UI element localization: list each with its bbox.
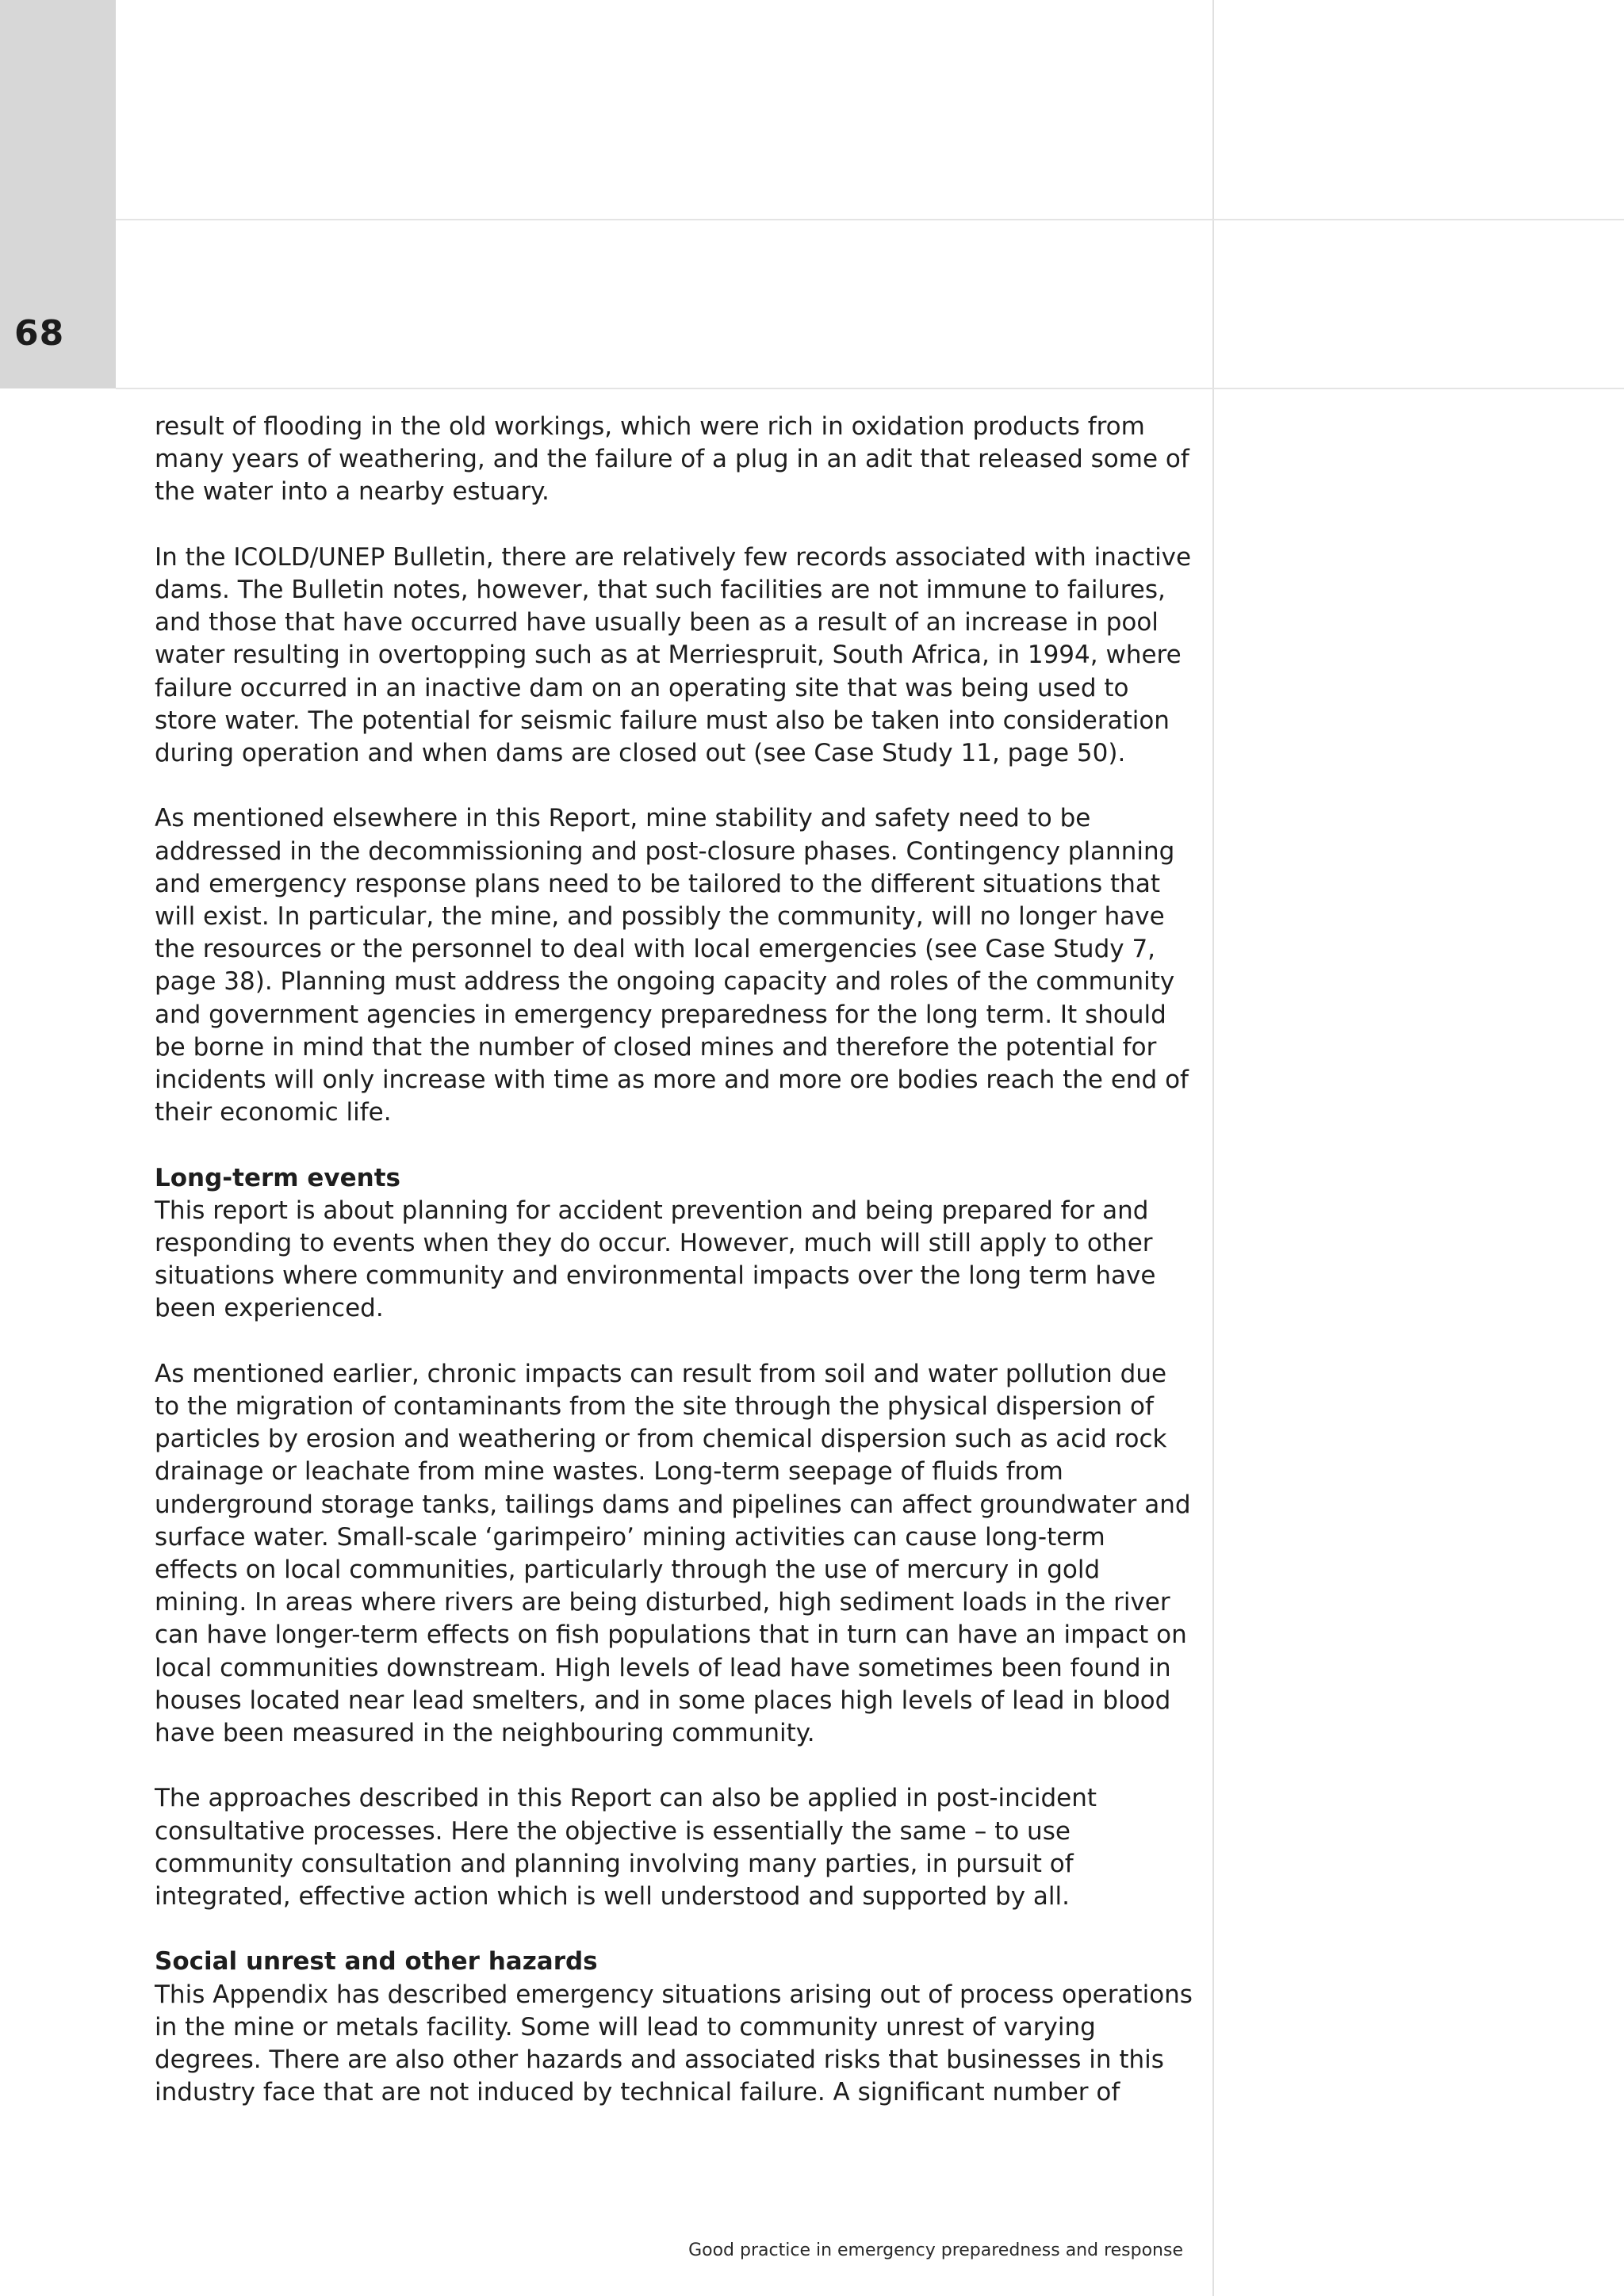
column-divider xyxy=(1212,0,1214,2296)
header-rule-bottom xyxy=(116,388,1624,389)
page-number-tab xyxy=(0,0,116,388)
header-rule-top xyxy=(116,219,1624,220)
page-number: 68 xyxy=(14,313,65,354)
section-heading: Long-term events xyxy=(155,1163,400,1192)
paragraph: result of flooding in the old workings, which were rich in oxidation products from many years of weathering, and the failure of a plug in an adit that released some of the water into a nearby estuary. xyxy=(155,412,1189,507)
body-text xyxy=(155,411,1193,2142)
paragraph: This report is about planning for accident prevention and being prepared for and responding to events when they do occur. However, much will still apply to other situations where community and environmental impacts over the long term have been experienced. xyxy=(155,1196,1156,1323)
section-social-unrest xyxy=(155,1946,1193,2109)
section-long-term-events xyxy=(155,1162,1193,1914)
paragraph: The approaches described in this Report can also be applied in post-incident consultative processes. Here the objective is essentially the same – to use community consultation and planning involving many parties, in pursuit of integrated, effective action which is well understood and supported by all. xyxy=(155,1784,1097,1911)
paragraph: As mentioned elsewhere in this Report, mine stability and safety need to be addressed in the decommissioning and post-closure phases. Contingency planning and emergency response plans need to be tailored to the different situations that will exist. In particular, the mine, and possibly the community, will no longer have the resources or the personnel to deal with local emergencies (see Case Study 7, page 38). Planning must address the ongoing capacity and roles of the community and government agencies in emergency preparedness for the long term. It should be borne in mind that the number of closed mines and therefore the potential for incidents will only increase with time as more and more ore bodies reach the end of their economic life. xyxy=(155,804,1189,1127)
section-heading: Social unrest and other hazards xyxy=(155,1947,598,1976)
paragraph: This Appendix has described emergency situations arising out of process operations in the mine or metals facility. Some will lead to community unrest of varying degrees. There are also other hazards and associated risks that businesses in this industry face that are not induced by technical failure. A significant number of xyxy=(155,1980,1193,2107)
running-footer: Good practice in emergency preparedness and response xyxy=(688,2241,1183,2260)
paragraph: In the ICOLD/UNEP Bulletin, there are relatively few records associated with inactive dams. The Bulletin notes, however, that such facilities are not immune to failures, and those that have occurred have usually been as a result of an increase in pool water resulting in overtopping such as at Merriespruit, South Africa, in 1994, where failure occurred in an inactive dam on an operating site that was being used to store water. The potential for seismic failure must also be taken into consideration during operation and when dams are closed out (see Case Study 11, page 50). xyxy=(155,542,1192,768)
paragraph: As mentioned earlier, chronic impacts can result from soil and water pollution due to the migration of contaminants from the site through the physical dispersion of particles by erosion and weathering or from chemical dispersion such as acid rock drainage or leachate from mine wastes. Long-term seepage of fluids from underground storage tanks, tailings dams and pipelines can affect groundwater and surface water. Small-scale ‘garimpeiro’ mining activities can cause long-term effects on local communities, particularly through the use of mercury in gold mining. In areas where rivers are being disturbed, high sediment loads in the river can have longer-term effects on fish populations that in turn can have an impact on local communities downstream. High levels of lead have sometimes been found in houses located near lead smelters, and in some places high levels of lead in blood have been measured in the neighbouring community. xyxy=(155,1359,1191,1748)
